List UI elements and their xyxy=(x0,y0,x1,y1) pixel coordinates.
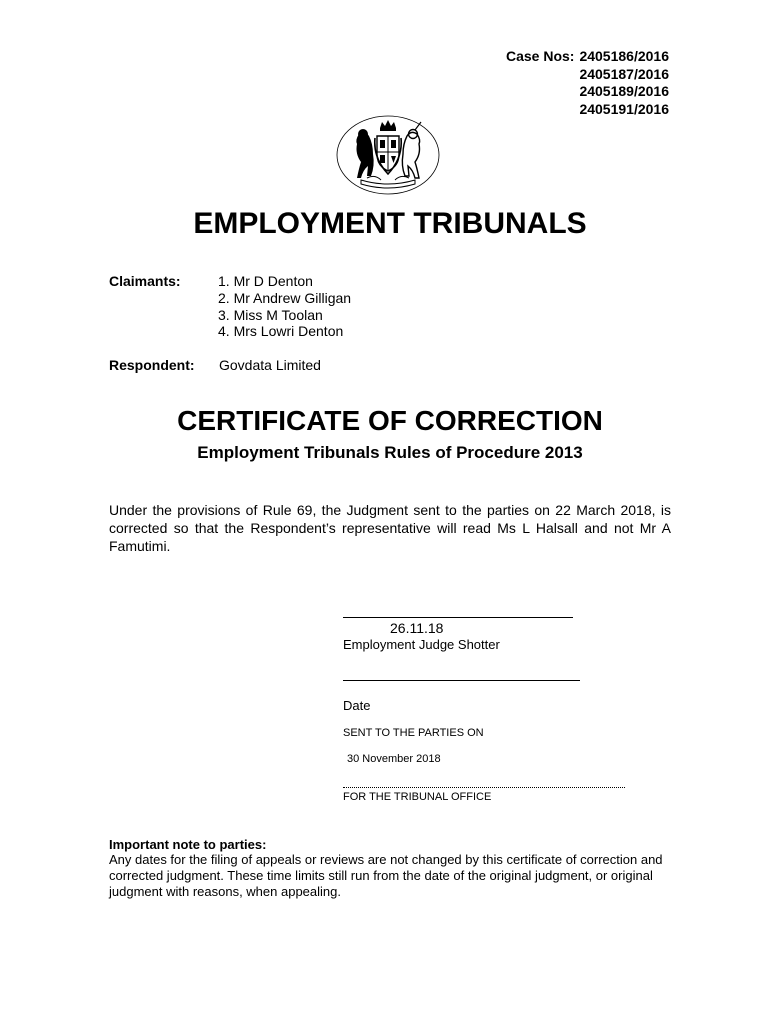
case-numbers-label: Case Nos: xyxy=(505,48,575,64)
certificate-title: CERTIFICATE OF CORRECTION xyxy=(177,405,603,436)
date-line xyxy=(343,680,580,681)
claimant-item: 4. Mrs Lowri Denton xyxy=(218,323,344,340)
date-label: Date xyxy=(343,698,371,713)
case-number: 2405186/2016 xyxy=(579,48,669,64)
note-body: Any dates for the filing of appeals or reviews are not changed by this certificate of correction and corrected judgment. These time limits still run from the date of the original judgment, or original judgment with reasons, when appealing. xyxy=(109,852,663,899)
sent-label: SENT TO THE PARTIES ON xyxy=(343,727,484,739)
judge-name: Employment Judge Shotter xyxy=(343,637,500,652)
respondent-name: Govdata Limited xyxy=(219,357,321,373)
certificate-subtitle: Employment Tribunals Rules of Procedure 2013 xyxy=(197,443,583,462)
note-title: Important note to parties: xyxy=(109,837,267,852)
signature-line xyxy=(343,617,573,618)
tribunal-office-label: FOR THE TRIBUNAL OFFICE xyxy=(343,791,492,803)
royal-coat-of-arms-icon xyxy=(335,114,441,196)
case-number: 2405191/2016 xyxy=(579,100,669,117)
case-numbers xyxy=(506,48,669,118)
tribunal-title: EMPLOYMENT TRIBUNALS xyxy=(193,207,587,240)
dotted-line xyxy=(343,787,625,788)
claimant-item: 1. Mr D Denton xyxy=(218,273,313,289)
correction-text: Under the provisions of Rule 69, the Judgment sent to the parties on 22 March 2018, is corrected so that the Respondent’s representative will read Ms L Halsall and not Mr A Famutimi. xyxy=(109,502,671,554)
sent-date: 30 November 2018 xyxy=(347,753,441,765)
case-number: 2405189/2016 xyxy=(579,83,669,99)
claimant-item: 3. Miss M Toolan xyxy=(218,306,323,323)
claimant-item: 2. Mr Andrew Gilligan xyxy=(218,289,352,306)
respondent-label: Respondent: xyxy=(109,357,195,373)
claimants-label: Claimants: xyxy=(109,273,181,289)
signature-date: 26.11.18 xyxy=(390,620,444,636)
case-number: 2405187/2016 xyxy=(579,65,669,82)
claimants-list xyxy=(218,273,351,340)
